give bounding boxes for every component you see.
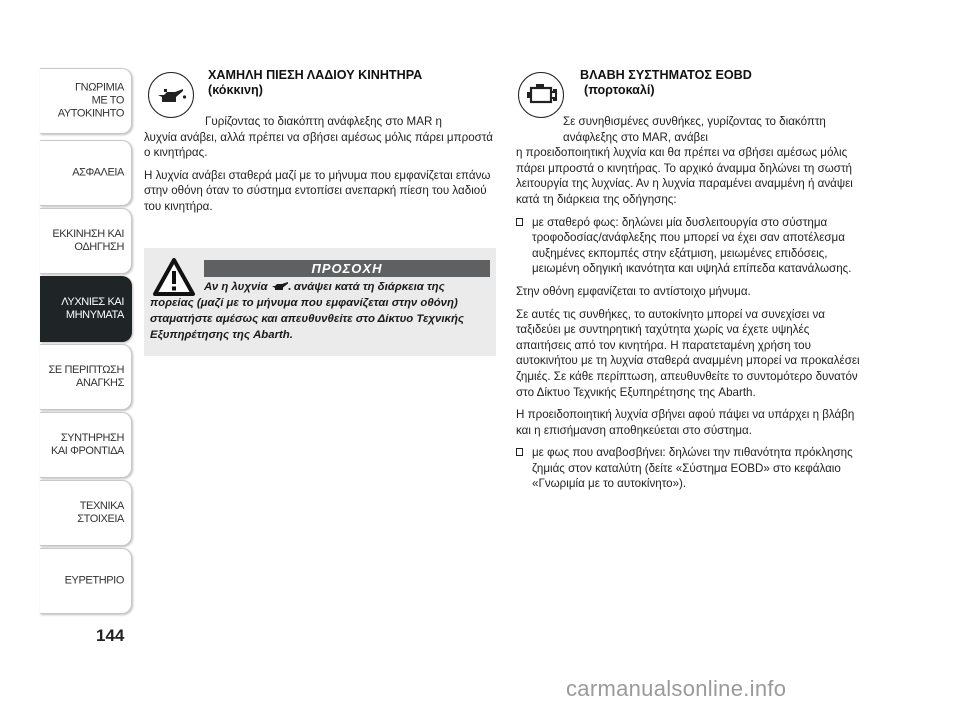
tab-label: ΕΥΡΕΤΗΡΙΟ [64, 574, 124, 587]
tab-label: ΑΣΦΑΛΕΙΑ [72, 166, 124, 179]
list-item: με φως που αναβοσβήνει: δηλώνει την πιθανότητα πρόκλησης ζημιάς στον καταλύτη (δείτε «Σύστημα EOBD» στο κεφάλαιο «Γνωριμία με το αυτοκίνητο»). [516, 445, 866, 492]
tab-starting-driving[interactable] [40, 208, 132, 274]
oil-can-icon [271, 281, 291, 291]
list-item: με σταθερό φως: δηλώνει μία δυσλειτουργία στο σύστημα τροφοδοσίας/ανάφλεξης που μπορεί να έχει σαν αποτέλεσμα αυξημένες εκπομπές στην εξάτμιση, μειωμένες επιδόσεις, μειωμένη οδηγική ικανότητα και υψηλά επίπεδα κατανάλωσης. [516, 215, 866, 277]
tab-label: ΤΕΧΝΙΚΑ ΣΤΟΙΧΕΙΑ [77, 500, 124, 525]
tab-label: ΓΝΩΡΙΜΙΑ ΜΕ ΤΟ ΑΥΤΟΚΙΝΗΤΟ [57, 81, 124, 120]
tab-label: ΣΥΝΤΗΡΗΣΗ ΚΑΙ ΦΡΟΝΤΙΔΑ [50, 432, 124, 457]
paragraph: Σε αυτές τις συνθήκες, το αυτοκίνητο μπορεί να συνεχίσει να ταξιδεύει με συντηρητική ταχύτητα χωρίς να έχετε υψηλές απαιτήσεις από τον κινητήρα. Η παρατεταμένη χρήση του αυτοκινήτου με τη λυχνία σταθερά αναμμένη μπορεί να προκαλέσει ζημιές. Σε κάθε περίπτωση, απευθυνθείτε το συντομότερο δυνατόν στο Δίκτυο Τεχνικής Εξυπηρέτησης της Abarth. [516, 307, 860, 399]
paragraph: Η προειδοποιητική λυχνία σβήνει αφού πάψει να υπάρχει η βλάβη και η επισήμανση αποθηκεύεται στο σύστημα. [516, 408, 855, 437]
tab-index[interactable] [40, 548, 132, 614]
page-number: 144 [96, 626, 125, 645]
engine-icon [518, 72, 564, 118]
tab-label: ΕΚΚΙΝΗΣΗ ΚΑΙ ΟΔΗΓΗΣΗ [52, 228, 124, 253]
oil-pressure-description [144, 114, 496, 215]
tab-label: ΣΕ ΠΕΡΙΠΤΩΣΗ ΑΝΑΓΚΗΣ [48, 364, 124, 389]
eobd-description [516, 114, 866, 492]
tab-maintenance[interactable] [40, 412, 132, 478]
warning-text: Αν η λυχνία ανάψει κατά τη διάρκεια της πορείας (μαζί με το μήνυμα που εμφανίζεται στην οθόνη) σταματήστε αμέσως και απευθυνθείτε στο Δίκτυο Τεχνικής Εξυπηρέτησης της Abarth. [150, 281, 464, 341]
paragraph: Η λυχνία ανάβει σταθερά μαζί με το μήνυμα που εμφανίζεται επάνω στην οθόνη όταν το σύστημα εντοπίσει ανεπαρκή πίεση του λαδιού του κινητήρα. [144, 168, 491, 213]
paragraph: η προειδοποιητική λυχνία και θα πρέπει να σβήσει αμέσως μόλις πάρει μπροστά ο κινητήρας. Το αρχικό άναμμα δηλώνει τη σωστή λειτουργία της λυχνίας. Αν η λυχνία παραμένει αναμμένη ή ανάψει κατά τη διάρκεια της οδήγησης: [516, 146, 853, 206]
tab-safety[interactable] [40, 140, 132, 206]
bullet-box-icon [516, 448, 523, 456]
tab-emergency[interactable] [40, 344, 132, 410]
paragraph: Σε συνηθισμένες συνθήκες, γυρίζοντας το διακόπτη ανάφλεξης στο MAR, ανάβει [563, 115, 826, 144]
bullet-box-icon [516, 218, 523, 226]
oil-pressure-title: ΧΑΜΗΛΗ ΠΙΕΣΗ ΛΑΔΙΟΥ ΚΙΝΗΤΗΡΑ (κόκκινη) [208, 68, 423, 97]
warning-title: ΠΡΟΣΟΧΗ [204, 260, 490, 277]
tab-technical-data[interactable] [40, 480, 132, 546]
watermark: carmanualsonline.info [566, 676, 787, 701]
eobd-title: ΒΛΑΒΗ ΣΥΣΤΗΜΑΤΟΣ EOBD (πορτοκαλί) [580, 68, 752, 97]
tab-vehicle-intro[interactable] [40, 68, 132, 134]
oil-can-icon [148, 72, 194, 118]
tab-label: ΛΥΧΝΙΕΣ ΚΑΙ ΜΗΝΥΜΑΤΑ [61, 296, 124, 321]
paragraph: Γυρίζοντας το διακόπτη ανάφλεξης στο MAR η [205, 115, 442, 128]
tab-lights-messages[interactable] [40, 276, 132, 342]
warning-box [144, 248, 496, 356]
paragraph: Στην οθόνη εμφανίζεται το αντίστοιχο μήνυμα. [516, 284, 751, 298]
paragraph: λυχνία ανάβει, αλλά πρέπει να σβήσει αμέσως μόλις πάρει μπροστά ο κινητήρας. [144, 130, 493, 160]
